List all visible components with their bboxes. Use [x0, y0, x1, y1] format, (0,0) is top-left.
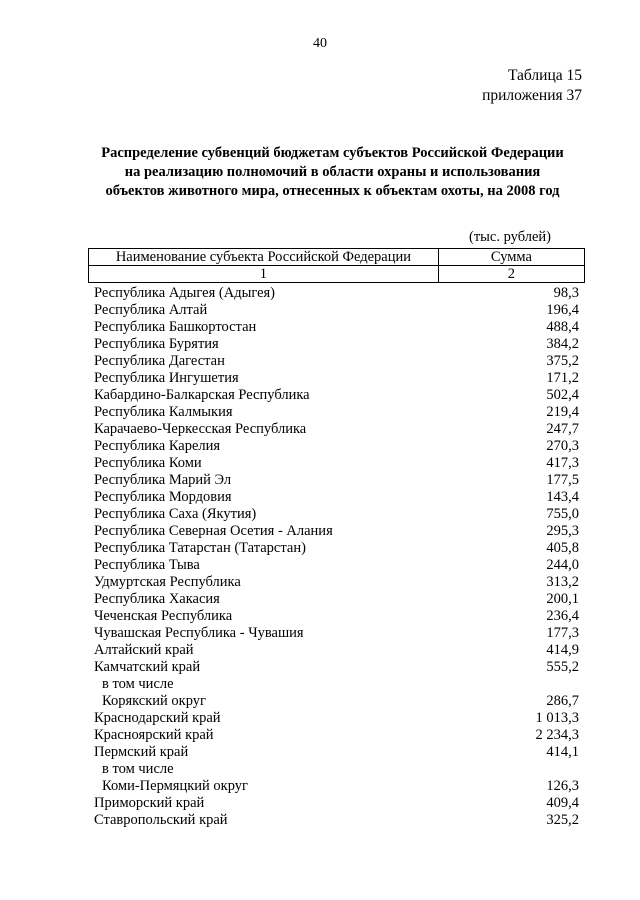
subvention-amount: 247,7 — [546, 421, 579, 437]
region-name: Республика Карелия — [94, 438, 221, 454]
table-row — [94, 404, 579, 421]
table-row — [94, 472, 579, 489]
table-column-numbers-row — [89, 266, 585, 283]
table-row — [94, 387, 579, 404]
region-name: Республика Хакасия — [94, 591, 220, 607]
table-row — [94, 302, 579, 319]
region-name: Камчатский край — [94, 659, 201, 675]
region-name: Кабардино-Балкарская Республика — [94, 387, 310, 403]
subvention-amount: 502,4 — [546, 387, 579, 403]
region-name: Республика Башкортостан — [94, 319, 257, 335]
subvention-amount: 177,5 — [546, 472, 579, 488]
region-name: Алтайский край — [94, 642, 194, 658]
subvention-amount: 236,4 — [546, 608, 579, 624]
column-header-sum: Сумма — [438, 249, 584, 266]
table-row — [94, 540, 579, 557]
subvention-amount: 384,2 — [546, 336, 579, 352]
subvention-amount: 2 234,3 — [535, 727, 579, 743]
column-header-name: Наименование субъекта Российской Федерации — [89, 249, 439, 266]
subvention-amount: 488,4 — [546, 319, 579, 335]
subvention-amount: 286,7 — [546, 693, 579, 709]
region-name: Красноярский край — [94, 727, 214, 743]
subvention-amount: 555,2 — [546, 659, 579, 675]
table-row — [94, 353, 579, 370]
region-name: Корякский округ — [102, 693, 206, 709]
table-row — [94, 574, 579, 591]
subvention-amount: 1 013,3 — [535, 710, 579, 726]
document-title — [60, 144, 605, 201]
subvention-amount: 196,4 — [546, 302, 579, 318]
region-name: Чеченская Республика — [94, 608, 233, 624]
subvention-amount: 270,3 — [546, 438, 579, 454]
table-row — [94, 778, 579, 795]
region-name: Республика Калмыкия — [94, 404, 233, 420]
table-row — [94, 438, 579, 455]
subvention-amount: 171,2 — [546, 370, 579, 386]
subvention-amount: 409,4 — [546, 795, 579, 811]
table-header-row — [89, 249, 585, 266]
table-header — [88, 248, 585, 283]
column-number-sum: 2 — [438, 266, 584, 283]
table-row — [94, 557, 579, 574]
table-row — [94, 489, 579, 506]
subvention-amount: 177,3 — [546, 625, 579, 641]
subvention-amount: 219,4 — [546, 404, 579, 420]
table-row — [94, 744, 579, 761]
table-row — [94, 710, 579, 727]
subvention-amount: 126,3 — [546, 778, 579, 794]
table-row — [94, 506, 579, 523]
subvention-amount: 295,3 — [546, 523, 579, 539]
region-name: Республика Татарстан (Татарстан) — [94, 540, 306, 556]
subvention-amount: 375,2 — [546, 353, 579, 369]
region-name: Краснодарский край — [94, 710, 221, 726]
table-row — [94, 676, 579, 693]
table-row — [94, 285, 579, 302]
document-title-line: на реализацию полномочий в области охраны и использования — [124, 164, 541, 180]
region-name: Республика Мордовия — [94, 489, 232, 505]
units-label: (тыс. рублей) — [469, 229, 551, 245]
region-name: Карачаево-Черкесская Республика — [94, 421, 307, 437]
table-row — [94, 336, 579, 353]
table-row — [94, 795, 579, 812]
region-name: Республика Ингушетия — [94, 370, 239, 386]
table-body — [94, 285, 579, 829]
subvention-amount: 98,3 — [553, 285, 579, 301]
document-title-line: Распределение субвенций бюджетам субъектов Российской Федерации — [101, 145, 564, 161]
table-row — [94, 693, 579, 710]
region-name: Приморский край — [94, 795, 205, 811]
region-name: Республика Коми — [94, 455, 202, 471]
document-title-line: объектов животного мира, отнесенных к объектам охоты, на 2008 год — [105, 183, 560, 199]
page-number: 40 — [313, 36, 327, 51]
table-row — [94, 455, 579, 472]
region-name: Пермский край — [94, 744, 189, 760]
subvention-amount: 244,0 — [546, 557, 579, 573]
subvention-amount: 417,3 — [546, 455, 579, 471]
region-name: Республика Тыва — [94, 557, 200, 573]
subvention-amount: 143,4 — [546, 489, 579, 505]
region-name: в том числе — [102, 676, 174, 692]
region-name: Республика Марий Эл — [94, 472, 232, 488]
subvention-amount: 755,0 — [546, 506, 579, 522]
region-name: Республика Адыгея (Адыгея) — [94, 285, 276, 301]
region-name: в том числе — [102, 761, 174, 777]
table-row — [94, 523, 579, 540]
table-row — [94, 608, 579, 625]
table-row — [94, 370, 579, 387]
subvention-amount: 405,8 — [546, 540, 579, 556]
table-reference — [482, 66, 582, 106]
subvention-amount: 325,2 — [546, 812, 579, 828]
table-row — [94, 591, 579, 608]
table-row — [94, 421, 579, 438]
subvention-amount: 200,1 — [546, 591, 579, 607]
table-reference-line: Таблица 15 — [507, 67, 582, 84]
region-name: Удмуртская Республика — [94, 574, 241, 590]
table-row — [94, 642, 579, 659]
table-row — [94, 727, 579, 744]
table-row — [94, 659, 579, 676]
region-name: Республика Алтай — [94, 302, 208, 318]
region-name: Чувашская Республика - Чувашия — [94, 625, 304, 641]
region-name: Коми-Пермяцкий округ — [102, 778, 248, 794]
region-name: Республика Бурятия — [94, 336, 219, 352]
subvention-amount: 414,1 — [546, 744, 579, 760]
table-row — [94, 625, 579, 642]
region-name: Республика Дагестан — [94, 353, 225, 369]
column-number-name: 1 — [89, 266, 439, 283]
table-row — [94, 761, 579, 778]
table-row — [94, 319, 579, 336]
subvention-amount: 414,9 — [546, 642, 579, 658]
region-name: Республика Саха (Якутия) — [94, 506, 257, 522]
table-row — [94, 812, 579, 829]
table-reference-line: приложения 37 — [482, 87, 582, 104]
subvention-amount: 313,2 — [546, 574, 579, 590]
region-name: Ставропольский край — [94, 812, 228, 828]
region-name: Республика Северная Осетия - Алания — [94, 523, 333, 539]
